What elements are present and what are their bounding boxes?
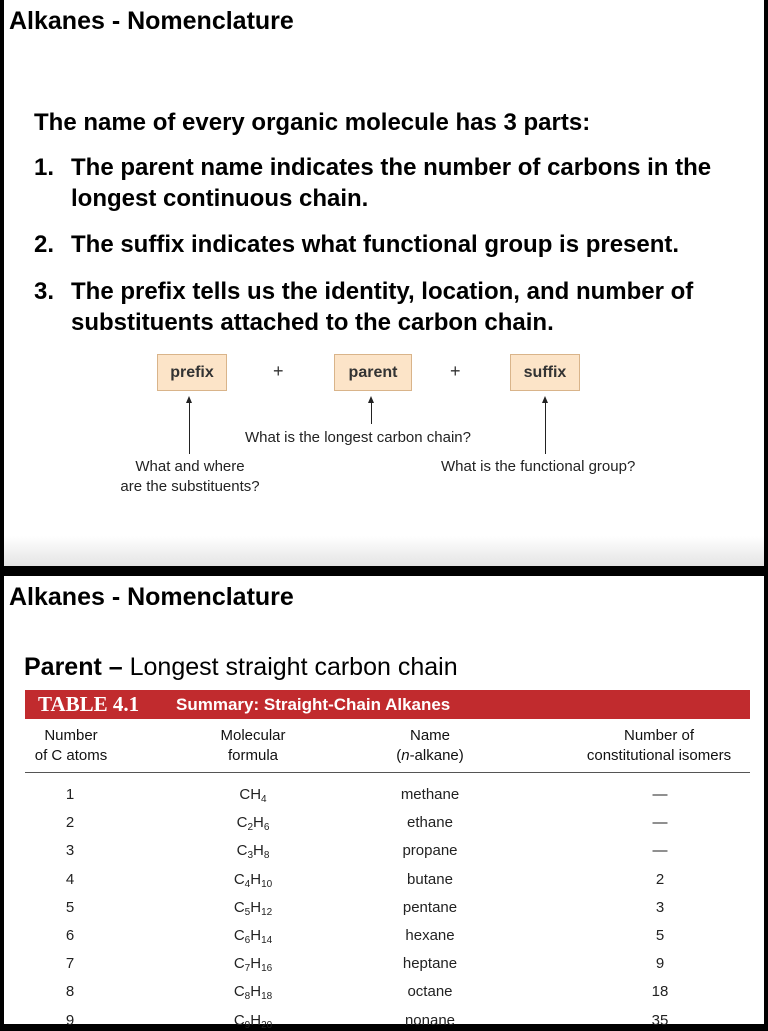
arrow-up-icon — [371, 402, 372, 424]
cell-formula — [193, 955, 313, 973]
parent-text: Longest straight carbon chain — [122, 653, 458, 681]
list-item-number: 1. — [34, 154, 55, 181]
cell-carbon-count: 5 — [65, 899, 75, 916]
table-title-bar — [25, 690, 750, 719]
column-header-number — [20, 726, 122, 766]
prefix-question-line-1: What and where — [135, 458, 245, 475]
formula-subscript: 14 — [261, 935, 273, 946]
cell-formula — [193, 842, 313, 860]
header-line: of C atoms — [34, 747, 108, 764]
formula-part: H — [250, 1012, 262, 1029]
cell-carbon-count: 6 — [65, 927, 75, 944]
cell-isomers: — — [652, 786, 668, 803]
formula-subscript: 3 — [247, 850, 253, 861]
list-item-text: The suffix indicates what functional group is present. — [71, 231, 680, 258]
slide-bottom-shade — [4, 536, 764, 566]
prefix-question — [100, 457, 280, 497]
formula-subscript: 6 — [263, 822, 270, 833]
cell-isomers: — — [652, 842, 668, 859]
formula-part: CH — [239, 786, 262, 803]
prefix-box: prefix — [157, 354, 227, 391]
formula-subscript: 4 — [244, 879, 251, 890]
table-caption: Summary: Straight-Chain Alkanes — [176, 695, 451, 714]
column-header-isomers — [560, 726, 758, 766]
parent-definition — [24, 651, 458, 683]
parent-label: Parent – — [24, 653, 123, 681]
cell-formula — [193, 927, 313, 945]
list-item-1 — [34, 152, 754, 214]
list-item-3 — [34, 276, 754, 338]
cell-isomers: 9 — [655, 955, 665, 972]
arrow-up-icon — [189, 402, 190, 454]
formula-subscript: 8 — [244, 991, 251, 1002]
plus-sign: + — [273, 361, 284, 381]
list-item-text: The prefix tells us the identity, location, and number of substituents attached to the carbon chain. — [71, 278, 694, 336]
header-fragment: ( — [396, 747, 402, 764]
formula-part: H — [250, 955, 262, 972]
formula-part: C — [233, 1012, 245, 1029]
formula-subscript: 8 — [263, 850, 270, 861]
cell-isomers: 35 — [651, 1012, 669, 1029]
formula-part: H — [253, 842, 264, 859]
table-divider — [25, 772, 750, 773]
cell-formula — [193, 983, 313, 1001]
column-header-name — [370, 726, 490, 766]
cell-formula — [193, 1012, 313, 1030]
list-item-text: The parent name indicates the number of carbons in the longest continuous chain. — [71, 154, 712, 212]
parent-question: What is the longest carbon chain? — [245, 429, 471, 446]
cell-carbon-count: 8 — [65, 983, 75, 1000]
table-number: TABLE 4.1 — [38, 692, 140, 716]
arrow-up-icon — [545, 402, 546, 454]
suffix-question: What is the functional group? — [441, 458, 636, 475]
list-item-number: 3. — [34, 278, 55, 305]
cell-name: ethane — [407, 814, 453, 831]
formula-part: C — [233, 955, 245, 972]
cell-formula — [193, 899, 313, 917]
cell-carbon-count: 2 — [65, 814, 75, 831]
cell-carbon-count: 4 — [65, 871, 75, 888]
formula-part: H — [253, 814, 264, 831]
header-line: formula — [227, 747, 279, 764]
cell-carbon-count: 3 — [65, 842, 75, 859]
slide-2-title: Alkanes - Nomenclature — [9, 583, 294, 611]
header-line: Number — [44, 727, 98, 744]
column-header-formula — [190, 726, 316, 766]
header-line: Molecular — [220, 727, 286, 744]
header-line — [370, 746, 490, 766]
slide-1-title: Alkanes - Nomenclature — [9, 7, 294, 35]
formula-subscript: 4 — [261, 794, 267, 805]
cell-name: heptane — [402, 955, 458, 972]
formula-part: H — [250, 899, 262, 916]
cell-isomers: 5 — [655, 927, 665, 944]
slide-1 — [4, 0, 764, 566]
formula-subscript: 12 — [261, 907, 273, 918]
cell-formula — [193, 814, 313, 832]
cell-name: butane — [407, 871, 453, 888]
parent-box: parent — [334, 354, 412, 391]
prefix-question-line-2: are the substituents? — [120, 478, 260, 495]
header-line: Name — [409, 727, 450, 744]
formula-part: C — [233, 871, 245, 888]
cell-name: nonane — [404, 1012, 456, 1029]
formula-subscript: 20 — [261, 1020, 273, 1031]
cell-formula — [193, 786, 313, 804]
formula-part: C — [233, 983, 245, 1000]
cell-name: hexane — [405, 927, 455, 944]
formula-part: C — [233, 899, 245, 916]
plus-sign: + — [450, 361, 461, 381]
cell-carbon-count: 1 — [65, 786, 75, 803]
formula-subscript: 18 — [261, 991, 273, 1002]
header-line: constitutional isomers — [586, 747, 732, 764]
cell-name: methane — [400, 786, 460, 803]
cell-carbon-count: 7 — [65, 955, 75, 972]
suffix-box: suffix — [510, 354, 580, 391]
formula-part: C — [236, 842, 248, 859]
cell-isomers: 18 — [651, 983, 669, 1000]
cell-name: propane — [402, 842, 458, 859]
formula-part: C — [236, 814, 248, 831]
intro-text: The name of every organic molecule has 3 parts: — [34, 109, 591, 136]
cell-isomers: — — [652, 814, 668, 831]
cell-name: octane — [407, 983, 453, 1000]
cell-isomers: 2 — [655, 871, 665, 888]
formula-subscript: 9 — [244, 1020, 251, 1031]
formula-subscript: 5 — [244, 907, 251, 918]
formula-part: H — [250, 871, 262, 888]
formula-part: H — [250, 983, 262, 1000]
header-fragment: -alkane) — [409, 747, 464, 764]
cell-isomers: 3 — [655, 899, 665, 916]
list-item-number: 2. — [34, 231, 55, 258]
formula-subscript: 16 — [261, 963, 273, 974]
header-fragment: n — [401, 747, 410, 764]
formula-subscript: 6 — [244, 935, 251, 946]
cell-carbon-count: 9 — [65, 1012, 75, 1029]
cell-formula — [193, 871, 313, 889]
formula-part: C — [233, 927, 245, 944]
formula-subscript: 7 — [244, 963, 251, 974]
list-item-2 — [34, 229, 754, 260]
formula-subscript: 10 — [261, 879, 273, 890]
header-line: Number of — [623, 727, 695, 744]
formula-part: H — [250, 927, 262, 944]
cell-name: pentane — [402, 899, 458, 916]
formula-subscript: 2 — [247, 822, 253, 833]
